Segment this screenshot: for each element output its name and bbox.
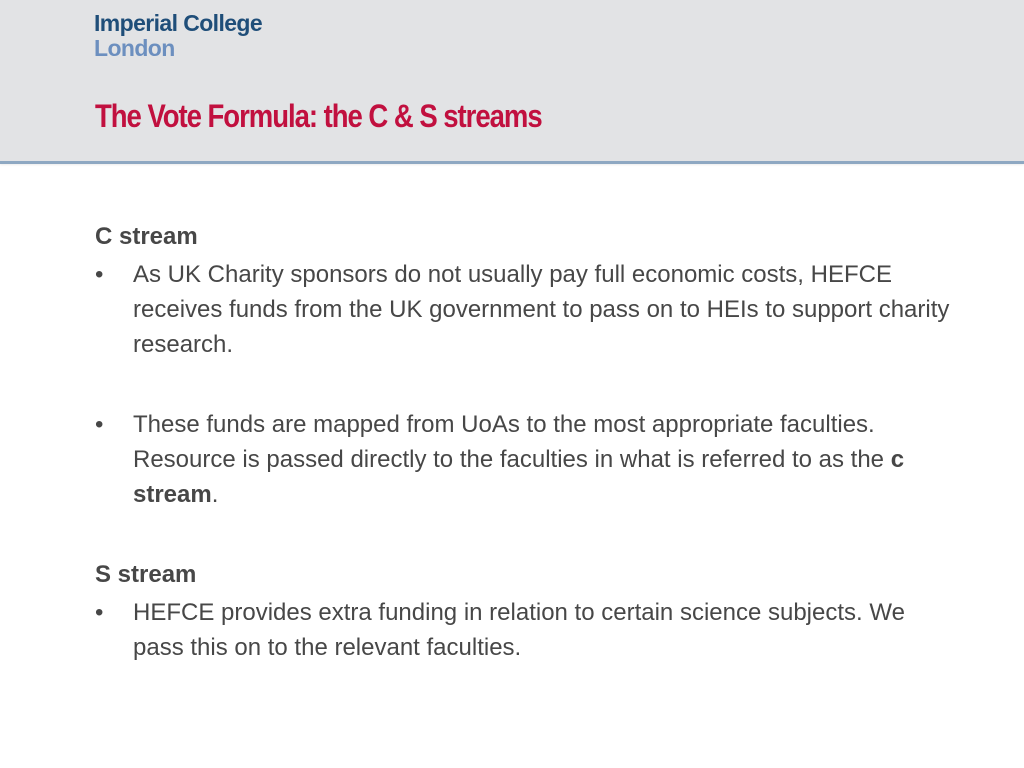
imperial-college-logo [94, 11, 262, 61]
slide-header [0, 0, 1024, 164]
bullet-marker: • [95, 411, 104, 438]
slide-body [95, 219, 955, 665]
bullet-marker: • [95, 261, 104, 288]
section-spacer [95, 512, 955, 557]
logo-line-imperial-college: Imperial College [94, 10, 263, 36]
bullet-text-main: These funds are mapped from UoAs to the most appropriate faculties. Resource is passed directly to the faculties in what is referred to as the [133, 411, 891, 473]
bullet-marker: • [95, 599, 104, 626]
logo-line-london: London [94, 35, 175, 61]
bullet-text [133, 411, 904, 508]
s-stream-heading: S stream [95, 561, 197, 588]
c-stream-term: c stream [133, 446, 905, 508]
bullet-text: As UK Charity sponsors do not usually pay full economic costs, HEFCE receives funds from the UK government to pass on to HEIs to support charity research. [133, 261, 950, 358]
bullet-text-end: . [211, 481, 219, 508]
c-stream-heading: C stream [95, 223, 198, 250]
c-stream-bullet-mapping [95, 407, 955, 512]
c-stream-bullet-charity [95, 257, 955, 362]
s-stream-bullet-science [95, 595, 955, 665]
bullet-text: HEFCE provides extra funding in relation to certain science subjects. We pass this on to the relevant faculties. [133, 599, 905, 661]
slide-title: The Vote Formula: the C & S streams [95, 98, 542, 134]
